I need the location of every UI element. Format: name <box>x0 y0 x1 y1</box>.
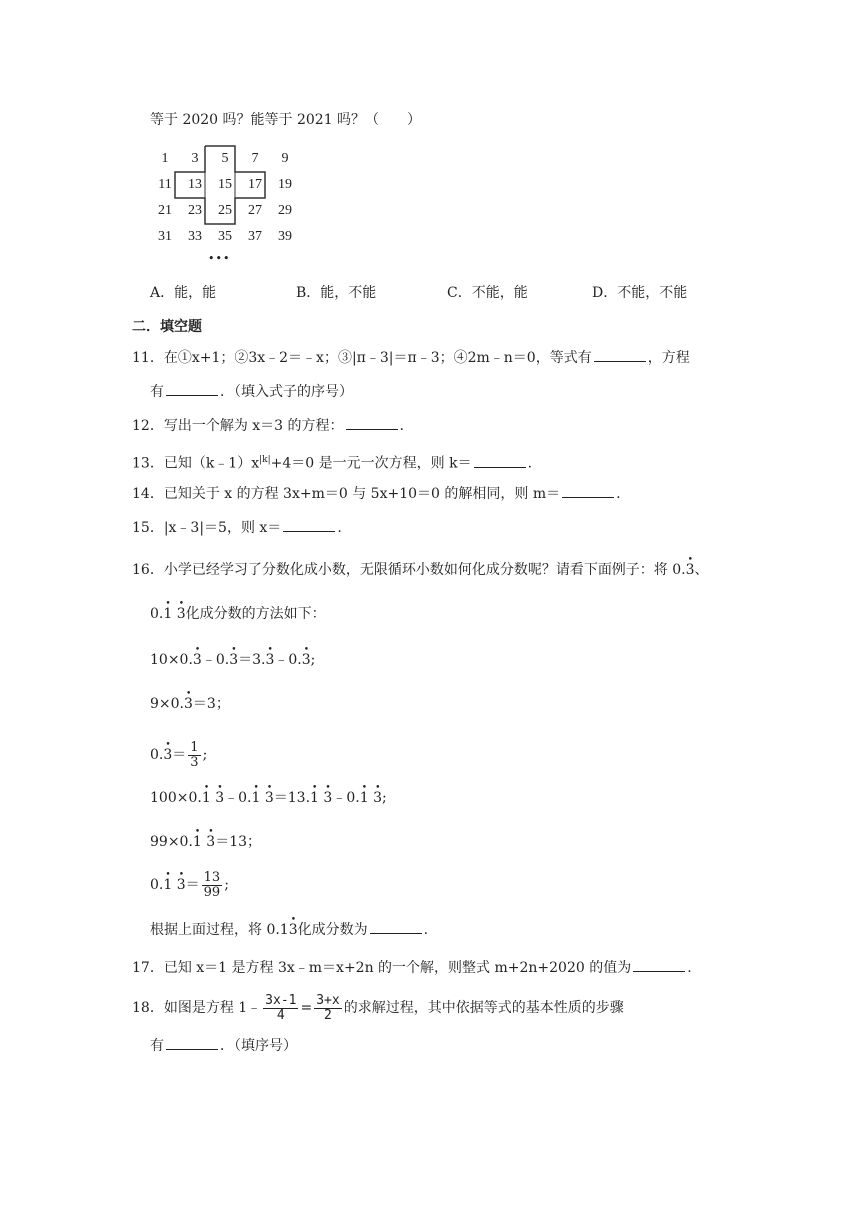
q18-text-d: ．（填序号） <box>220 1038 297 1054</box>
answer-blank[interactable] <box>346 417 398 430</box>
fraction-denominator: 2 <box>324 1007 332 1023</box>
q14-text: 14．已知关于 x 的方程 3x+m＝0 与 5x+10＝0 的解相同，则 m＝ <box>132 486 561 502</box>
grid-cell: 25 <box>218 203 232 218</box>
step-5 <box>150 832 261 852</box>
q16-conclusion <box>150 920 428 940</box>
conclusion-text: 化成分数为 <box>297 922 368 938</box>
choice-c: C．不能，能 <box>447 285 528 301</box>
q13-text: 13．已知（k﹣1）x <box>132 455 260 472</box>
step-text: 10×0. <box>150 652 193 668</box>
q13-end: . <box>527 455 533 472</box>
question-16-cont: 0.• 1 • 3化成分数的方法如下： <box>150 604 326 624</box>
step-text: ; <box>202 747 208 763</box>
grid-cell: 7 <box>251 151 259 166</box>
q16-text: 16．小学已经学习了分数化成小数，无限循环小数如何化成分数呢？请看下面例子：将 0. <box>132 562 686 578</box>
fraction <box>263 994 298 1023</box>
answer-blank[interactable] <box>283 519 335 532</box>
step-3 <box>150 738 207 772</box>
answer-blank[interactable] <box>166 1037 218 1050</box>
answer-blank[interactable] <box>562 485 614 498</box>
repeating-digit: • 3 <box>184 694 193 714</box>
question-16 <box>132 560 709 580</box>
fraction-numerator: 3x-1 <box>265 992 297 1008</box>
q13-text-b: +4＝0 是一元一次方程，则 k＝ <box>270 455 472 472</box>
step-text: ＝13； <box>215 834 262 850</box>
cross-frame <box>170 144 270 228</box>
repeating-digit: • 3 <box>229 650 238 670</box>
grid-cell: 3 <box>191 151 199 166</box>
repeating-digit: • 3 <box>686 560 695 580</box>
q18-text-b: 的求解过程，其中依据等式的基本性质的步骤 <box>343 1000 624 1016</box>
step-text: ﹣0. <box>224 790 252 806</box>
step-text: 100×0. <box>150 790 202 806</box>
q11-text-c: 有 <box>150 384 164 400</box>
q17-end: . <box>687 960 692 976</box>
conclusion-end: . <box>423 922 429 938</box>
section-title: 二．填空题 <box>132 319 202 335</box>
grid-cell: 5 <box>221 151 229 166</box>
question-15 <box>132 518 342 538</box>
intro-text: 等于 2020 吗？能等于 2021 吗？（ ） <box>150 112 422 128</box>
repeating-digit: • 1 <box>193 832 202 852</box>
step-1 <box>150 650 315 670</box>
question-13 <box>132 450 532 474</box>
grid-cell: 11 <box>158 177 172 192</box>
repeating-digit: • 3 <box>265 788 274 808</box>
repeating-digit: • 3 <box>373 788 382 808</box>
step-text: 9×0. <box>150 696 184 712</box>
answer-blank[interactable] <box>633 959 685 972</box>
fraction-numerator: 3+x <box>316 992 340 1008</box>
repeating-digit: • 1 <box>310 788 319 808</box>
q16-sep: 、 <box>694 562 709 578</box>
grid-cell: 39 <box>278 229 292 244</box>
question-17 <box>132 958 692 978</box>
step-6 <box>150 868 229 902</box>
step-text: ; <box>381 790 387 806</box>
step-4 <box>150 788 387 808</box>
grid-ellipsis: ••• <box>208 252 231 265</box>
repeating-digit: • 3 <box>206 832 215 852</box>
fraction-denominator: 4 <box>276 1007 285 1023</box>
fraction <box>202 871 223 900</box>
choice-d: D．不能，不能 <box>592 285 688 301</box>
grid-cell: 27 <box>248 203 262 218</box>
grid-cell: 17 <box>248 177 262 192</box>
grid-cell: 1 <box>161 151 169 166</box>
question-11-cont <box>150 382 353 402</box>
step-text: ＝13. <box>273 790 311 806</box>
question-11 <box>132 348 690 368</box>
step-text: ﹣0. <box>274 652 302 668</box>
repeating-digit: • 1 <box>163 868 172 902</box>
step-text: ＝3. <box>238 652 266 668</box>
step-text: 0. <box>150 877 164 893</box>
choice-b: B．能，不能 <box>296 285 377 301</box>
choice-a: A．能，能 <box>150 285 217 301</box>
answer-blank[interactable] <box>370 921 422 934</box>
fraction-numerator: 1 <box>190 739 199 755</box>
q13-exponent: |k| <box>259 455 271 465</box>
answer-blank[interactable] <box>594 349 646 362</box>
repeating-digit: • 3 <box>163 738 172 772</box>
repeating-digit: • 3 <box>215 788 224 808</box>
step-text: 99×0. <box>150 834 193 850</box>
step-text: 0. <box>150 747 164 763</box>
repeating-digit: • 1 <box>163 604 172 624</box>
fraction <box>188 741 200 770</box>
step-text: ＝ <box>172 747 187 763</box>
step-text: ; <box>224 877 229 893</box>
grid-cell: 21 <box>158 203 172 218</box>
step-text: ﹣0. <box>332 790 360 806</box>
grid-cell: 33 <box>188 229 202 244</box>
repeating-digit: • 3 <box>265 650 274 670</box>
grid-cell: 15 <box>218 177 232 192</box>
grid-cell: 13 <box>188 177 202 192</box>
step-text: ﹣0. <box>201 652 230 668</box>
repeating-digit: • 3 <box>302 650 311 670</box>
q12-text: 12．写出一个解为 x＝3 的方程： <box>132 418 344 434</box>
conclusion-text: 根据上面过程，将 0.1 <box>150 922 289 938</box>
question-14 <box>132 484 621 504</box>
repeating-digit: • 3 <box>177 604 186 624</box>
question-12 <box>132 416 404 436</box>
grid-cell: 23 <box>188 203 202 218</box>
repeating-digit: • 1 <box>202 788 211 808</box>
repeating-digit: • 3 <box>323 788 332 808</box>
answer-blank[interactable] <box>474 455 526 468</box>
step-text: ＝ <box>185 877 200 893</box>
step-text: ; <box>310 652 316 668</box>
step-2 <box>150 694 230 714</box>
q18-text-c: 有 <box>150 1038 164 1054</box>
repeating-digit: • 1 <box>251 788 260 808</box>
grid-cell: 29 <box>278 203 292 218</box>
fraction-numerator: 13 <box>203 869 221 885</box>
q17-text: 17．已知 x＝1 是方程 3x﹣m＝x+2n 的一个解，则整式 m+2n+2020 的值为 <box>132 960 632 976</box>
question-18 <box>132 990 624 1026</box>
q15-end: . <box>337 520 342 536</box>
fraction-denominator: 3 <box>190 754 199 770</box>
grid-cell: 37 <box>248 229 262 244</box>
step-text: ＝3； <box>192 696 230 712</box>
question-18-cont <box>150 1036 297 1056</box>
q11-text-b: ，方程 <box>647 350 690 366</box>
q11-text-d: ．（填入式子的序号） <box>220 384 353 400</box>
grid-cell: 19 <box>278 177 292 192</box>
answer-blank[interactable] <box>166 383 218 396</box>
repeating-digit: • 3 <box>289 920 298 940</box>
grid-cell: 31 <box>158 229 172 244</box>
q18-text: 18．如图是方程 1﹣ <box>132 1000 262 1016</box>
repeating-digit: • 3 <box>177 868 186 902</box>
q15-text: 15．|x﹣3|＝5，则 x＝ <box>132 520 282 536</box>
repeating-digit: • 3 <box>193 650 202 670</box>
equals-sign: = <box>300 1000 313 1016</box>
grid-cell: 9 <box>281 151 289 166</box>
fraction-denominator: 99 <box>203 884 221 900</box>
grid-cell: 35 <box>218 229 232 244</box>
q16-method: 化成分数的方法如下： <box>185 606 326 622</box>
q11-text: 11．在①x+1；②3x﹣2＝﹣x；③|π﹣3|＝π﹣3；④2m﹣n＝0，等式有 <box>132 350 592 366</box>
fraction <box>314 994 341 1023</box>
q14-end: . <box>616 486 621 502</box>
repeating-digit: • 1 <box>360 788 369 808</box>
q12-end: . <box>399 418 404 434</box>
